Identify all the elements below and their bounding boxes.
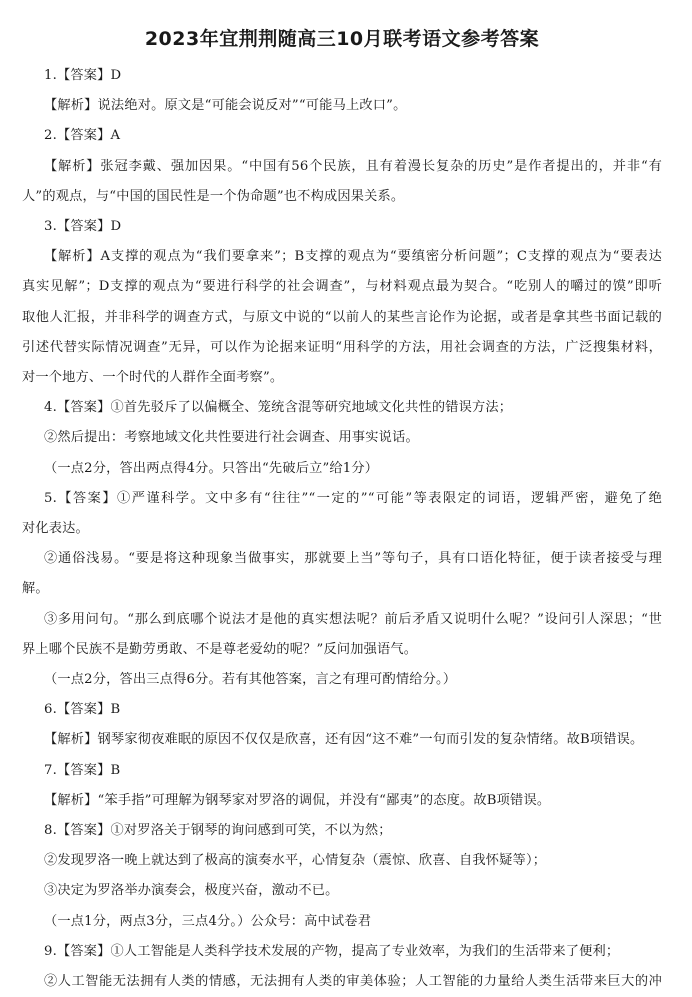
answer-text-line: 界上哪个民族不是勤劳勇敢、不是尊老爱幼的呢？”反问加强语气。 (22, 641, 418, 657)
document-title: 2023年宜荆荆随高三10月联考语文参考答案 (144, 28, 540, 50)
answer-text-line: 4.【答案】①首先驳斥了以偏概全、笼统含混等研究地域文化共性的错误方法； (44, 400, 513, 416)
answer-text-line: 对一个地方、一个时代的人群作全面考察”。 (22, 370, 284, 386)
answer-text-line: 9.【答案】①人工智能是人类科学技术发展的产物，提高了专业效率，为我们的生活带来了便利； (44, 943, 620, 959)
answer-text-line: ③多用问句。“那么到底哪个说法才是他的真实想法呢？前后矛盾又说明什么呢？”设问引人深思；“世 (44, 611, 662, 627)
answer-content (18, 61, 666, 997)
answer-text-line: 5.【答案】①严谨科学。文中多有“往往”“一定的”“可能”等表限定的词语，逻辑严密，避免了绝 (44, 490, 662, 506)
answer-text-line: 解。 (22, 581, 49, 597)
answer-text-line: 7.【答案】B (44, 762, 121, 778)
answer-text-line: 【解析】A支撑的观点为“我们要拿来”；B支撑的观点为“要缜密分析问题”；C支撑的观点为“要表达 (44, 249, 662, 265)
answer-text-line: 对化表达。 (22, 521, 89, 537)
answer-text-line: 1.【答案】D (44, 68, 122, 83)
answer-text-line: ②发现罗洛一晚上就达到了极高的演奏水平，心情复杂（震惊、欣喜、自我怀疑等）； (44, 853, 547, 869)
answer-text-line: 真实见解”；D支撑的观点为“要进行科学的社会调查”，与材料观点最为契合。“吃别人的嚼过的馍”即听 (22, 279, 662, 295)
answer-text-line: ②通俗浅易。“要是将这种现象当做事实，那就要上当”等句子，具有口语化特征，便于读者接受与理 (44, 551, 662, 567)
answer-text-line: 【解析】钢琴家彻夜难眠的原因不仅仅是欣喜，还有因“这不难”一句而引发的复杂情绪。故B项错误。 (44, 732, 644, 748)
answer-text-line: 【解析】“笨手指”可理解为钢琴家对罗洛的调侃，并没有“鄙夷”的态度。故B项错误。 (44, 792, 551, 808)
answer-text-line: 取他人汇报，并非科学的调查方式，与原文中说的“以前人的某些言论作为论据，或者是拿其些书面记载的 (22, 309, 662, 325)
answer-text-line: 【解析】说法绝对。原文是“可能会说反对”“可能马上改口”。 (44, 98, 407, 114)
answer-text-line: ③决定为罗洛举办演奏会，极度兴奋，激动不已。 (44, 883, 339, 899)
answer-text-line: 3.【答案】D (44, 219, 122, 235)
answer-text-line: 8.【答案】①对罗洛关于钢琴的询问感到可笑，不以为然； (44, 823, 392, 839)
answer-text-line: ②然后提出：考察地域文化共性要进行社会调查、用事实说话。 (44, 430, 419, 446)
answer-text-line: （一点2分，答出两点得4分。只答出“先破后立”给1分） (44, 460, 379, 476)
answer-text-line: 【解析】张冠李戴、强加因果。“中国有56个民族，且有着漫长复杂的历史”是作者提出的，并非“有 (44, 158, 662, 174)
answer-text-line: 引述代替实际情况调查”无异，可以作为论据来证明“用科学的方法，用社会调查的方法，广泛搜集材料， (22, 339, 662, 355)
answer-text-line: ②人工智能无法拥有人类的情感，无法拥有人类的审美体验；人工智能的力量给人类生活带来巨大的冲 (44, 974, 662, 990)
answer-text-line: 2.【答案】A (44, 128, 121, 144)
answer-text-line: 人”的观点，与“中国的国民性是一个伪命题”也不构成因果关系。 (22, 188, 405, 204)
answer-text-line: 6.【答案】B (44, 702, 121, 718)
answer-text-line: （一点1分，两点3分，三点4分。）公众号：高中试卷君 (44, 913, 372, 929)
answer-text-line: （一点2分，答出三点得6分。若有其他答案，言之有理可酌情给分。） (44, 672, 457, 688)
